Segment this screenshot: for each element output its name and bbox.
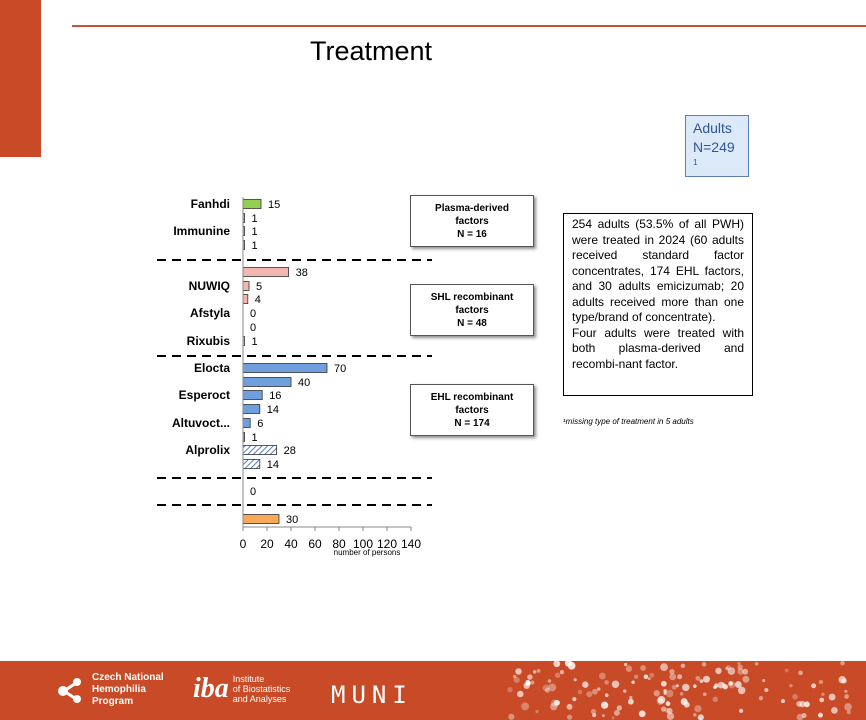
x-tick-label: 140 [400, 537, 422, 551]
bar-row-13 [243, 405, 260, 414]
footer-dot-pattern [500, 661, 866, 720]
legend-ehl-line1: EHL recombinant [430, 391, 514, 403]
x-axis-label: number of persons [333, 548, 401, 557]
bar-value-label: 1 [251, 432, 258, 444]
bar-elocta [243, 364, 327, 373]
bar-value-label: 16 [269, 390, 282, 402]
bar-row-6 [243, 295, 248, 304]
legend-shl-line3: N = 48 [457, 317, 487, 329]
bar-value-label: 15 [268, 199, 281, 211]
legend-plasma-derived [410, 195, 534, 247]
bar-row-4 [243, 268, 289, 277]
x-tick-label: 120 [376, 537, 398, 551]
legend-shl-line1: SHL recombinant [430, 291, 514, 303]
bar-value-label: 5 [256, 281, 263, 293]
category-label: Rixubis [186, 334, 230, 348]
bar-alprolix [243, 446, 277, 455]
bar-nuwiq [243, 282, 249, 291]
x-tick-label: 80 [332, 537, 346, 551]
bar-esperoct [243, 391, 262, 400]
legend-ehl-recombinant [410, 384, 534, 436]
x-tick-label: 0 [239, 537, 247, 551]
x-tick-label: 60 [308, 537, 322, 551]
adults-label: Adults [693, 120, 732, 136]
category-label: NUWIQ [188, 279, 230, 293]
bar-value-label: 1 [251, 240, 258, 252]
category-label: Afstyla [189, 306, 230, 320]
bar-row-19 [243, 515, 279, 524]
bar-value-label: 1 [251, 336, 258, 348]
bar-row-11 [243, 378, 291, 387]
bar-value-label: 30 [286, 514, 299, 526]
bar-value-label: 38 [295, 267, 308, 279]
category-label: Esperoct [178, 388, 230, 402]
legend-shl-recombinant [410, 284, 534, 336]
iba-logo: iba Institute of Biostatistics and Analyses [193, 673, 291, 704]
bar-value-label: 6 [257, 418, 264, 430]
muni-logo: MUNI [331, 681, 413, 709]
x-tick-label: 40 [284, 537, 298, 551]
category-label: Fanhdi [190, 197, 230, 211]
category-label: Altuvoct... [171, 416, 230, 430]
treatment-note-box [563, 213, 753, 396]
category-label: Elocta [193, 361, 230, 375]
note-paragraph-1: 254 adults (53.5% of all PWH) were treated in 2024 (60 adults received standard factor concentrates, 174 EHL factors, and 30 adults emicizumab; 20 adults received more than one type/brand of concentrate). [572, 217, 744, 324]
bar-value-label: 0 [250, 486, 257, 498]
legend-plasma-line3: N = 16 [457, 228, 487, 240]
bar-value-label: 0 [250, 308, 257, 320]
bar-value-label: 70 [334, 363, 347, 375]
bar-value-label: 14 [266, 459, 280, 471]
legend-ehl-line3: N = 174 [454, 417, 490, 429]
bar-value-label: 1 [251, 226, 258, 238]
slide-title: Treatment [309, 36, 433, 66]
cnhp-logo: Czech National Hemophilia Program [56, 672, 164, 708]
cnhp-logo-icon [56, 675, 86, 705]
legend-plasma-line2: factors [455, 215, 489, 227]
note-paragraph-2: Four adults were treated with both plasma-derived and recombi-nant factor. [572, 325, 744, 371]
footer-bar [0, 661, 866, 720]
legend-plasma-line1: Plasma-derived [435, 202, 509, 214]
legend-shl-line2: factors [455, 304, 489, 316]
category-label: Alprolix [185, 443, 230, 457]
bar-row-17 [243, 460, 260, 469]
adults-footnote-mark: 1 [693, 158, 698, 167]
bar-value-label: 4 [254, 294, 261, 306]
bar-value-label: 14 [266, 404, 280, 416]
bar-value-label: 0 [250, 322, 257, 334]
bar-value-label: 40 [298, 377, 311, 389]
bar-value-label: 28 [283, 445, 296, 457]
legend-ehl-line2: factors [455, 404, 489, 416]
bar-fanhdi [243, 200, 261, 209]
adults-n: N=249 [693, 139, 735, 155]
bar-value-label: 1 [251, 213, 258, 225]
missing-treatment-footnote: ¹missing type of treatment in 5 adults [563, 417, 694, 426]
category-label: Immunine [173, 224, 230, 238]
bar-altuvoct- [243, 419, 250, 428]
x-tick-label: 20 [260, 537, 274, 551]
x-tick-label: 100 [352, 537, 374, 551]
